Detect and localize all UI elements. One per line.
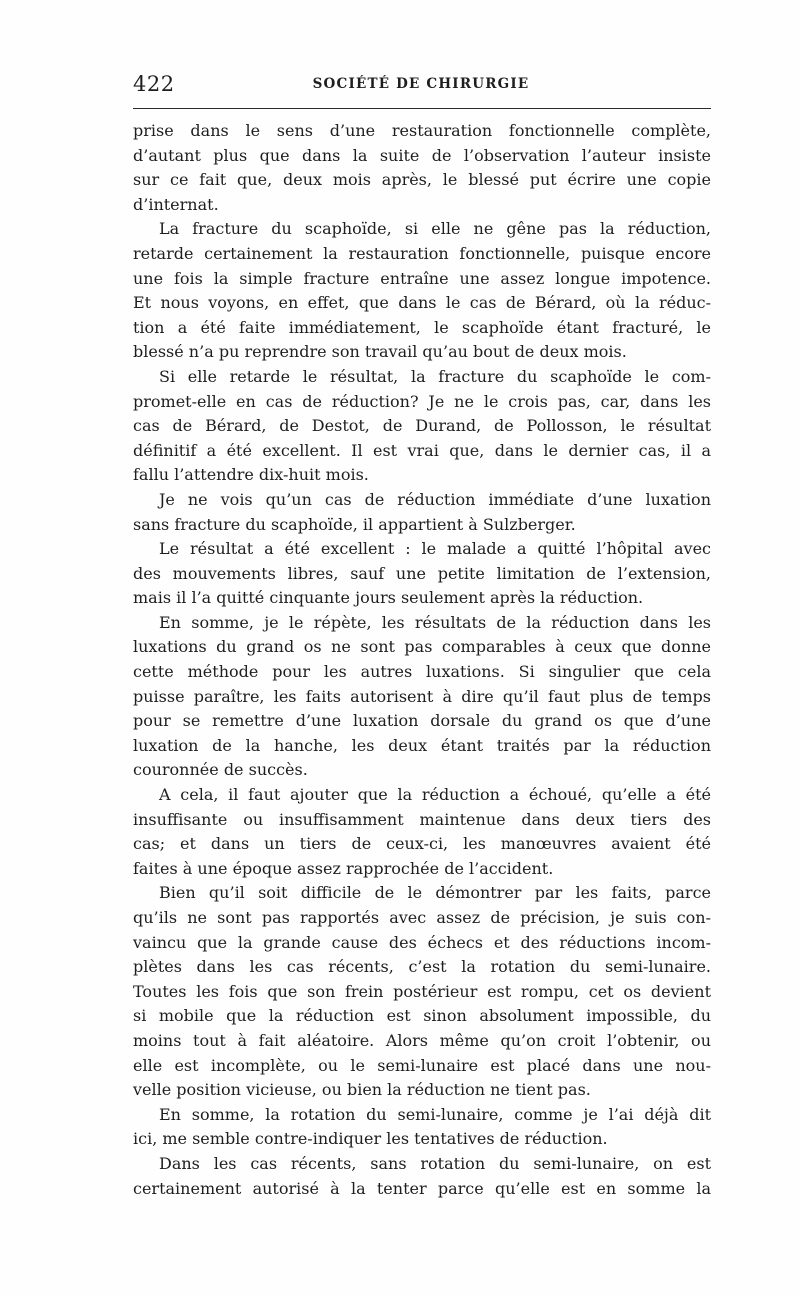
text-line: vaincu que la grande cause des échecs et des réductions incom- xyxy=(133,932,711,952)
paragraph xyxy=(133,1152,711,1201)
text-line: ici, me semble contre-indiquer les tentatives de réduction. xyxy=(133,1129,608,1149)
header-rule xyxy=(133,108,711,109)
text-line: A cela, il faut ajouter que la réduction a échoué, qu’elle a été xyxy=(159,785,711,805)
text-line: Le résultat a été excellent : le malade a quitté l’hôpital avec xyxy=(159,539,711,559)
text-line: promet-elle en cas de réduction? Je ne le crois pas, car, dans les xyxy=(133,391,711,411)
text-line: d’autant plus que dans la suite de l’observation l’auteur insiste xyxy=(133,145,711,165)
text-line: définitif a été excellent. Il est vrai que, dans le dernier cas, il a xyxy=(133,440,711,460)
paragraph xyxy=(133,611,711,783)
text-line: velle position vicieuse, ou bien la réduction ne tient pas. xyxy=(133,1080,591,1100)
text-line: En somme, je le répète, les résultats de la réduction dans les xyxy=(159,612,711,632)
text-line: insuffisante ou insuffisamment maintenue dans deux tiers des xyxy=(133,809,711,829)
text-line: si mobile que la réduction est sinon absolument impossible, du xyxy=(133,1006,711,1026)
text-line: sans fracture du scaphoïde, il appartient à Sulzberger. xyxy=(133,514,576,534)
text-line: Dans les cas récents, sans rotation du semi-lunaire, on est xyxy=(159,1153,711,1173)
text-line: La fracture du scaphoïde, si elle ne gêne pas la réduction, xyxy=(159,219,711,239)
text-line: cas de Bérard, de Destot, de Durand, de Pollosson, le résultat xyxy=(133,416,711,436)
text-line: sur ce fait que, deux mois après, le blessé put écrire une copie xyxy=(133,170,711,190)
paragraph xyxy=(133,537,711,611)
paragraph xyxy=(133,119,711,217)
text-line: puisse paraître, les faits autorisent à dire qu’il faut plus de temps xyxy=(133,686,711,706)
text-line: luxations du grand os ne sont pas comparables à ceux que donne xyxy=(133,637,711,657)
text-line: luxation de la hanche, les deux étant traités par la réduction xyxy=(133,735,711,755)
text-line: d’internat. xyxy=(133,194,219,214)
text-line: cas; et dans un tiers de ceux-ci, les manœuvres avaient été xyxy=(133,834,711,854)
text-line: Toutes les fois que son frein postérieur est rompu, cet os devient xyxy=(133,981,711,1001)
paragraph xyxy=(133,365,711,488)
text-line: faites à une époque assez rapprochée de l’accident. xyxy=(133,858,554,878)
text-line: couronnée de succès. xyxy=(133,760,308,780)
text-line: moins tout à fait aléatoire. Alors même qu’on croit l’obtenir, ou xyxy=(133,1030,711,1050)
paragraph xyxy=(133,881,711,1102)
text-line: En somme, la rotation du semi-lunaire, comme je l’ai déjà dit xyxy=(159,1104,711,1124)
text-line: elle est incomplète, ou le semi-lunaire est placé dans une nou- xyxy=(133,1055,711,1075)
text-line: Bien qu’il soit difficile de le démontrer par les faits, parce xyxy=(159,883,711,903)
page-number: 422 xyxy=(133,72,175,96)
text-line: prise dans le sens d’une restauration fonctionnelle complète, xyxy=(133,121,711,140)
text-line: Je ne vois qu’un cas de réduction immédiate d’une luxation xyxy=(159,489,711,509)
text-line: tion a été faite immédiatement, le scaphoïde étant fracturé, le xyxy=(133,317,711,337)
body-text xyxy=(133,119,711,1201)
text-line: pour se remettre d’une luxation dorsale du grand os que d’une xyxy=(133,711,711,731)
text-line: fallu l’attendre dix-huit mois. xyxy=(133,465,369,485)
text-line: cette méthode pour les autres luxations. Si singulier que cela xyxy=(133,662,711,682)
text-line: plètes dans les cas récents, c’est la rotation du semi-lunaire. xyxy=(133,957,711,977)
paragraph xyxy=(133,488,711,537)
text-line: mais il l’a quitté cinquante jours seulement après la réduction. xyxy=(133,588,644,608)
running-title: SOCIÉTÉ DE CHIRURGIE xyxy=(312,76,530,92)
text-line: une fois la simple fracture entraîne une assez longue impotence. xyxy=(133,268,711,288)
text-line: des mouvements libres, sauf une petite limitation de l’extension, xyxy=(133,563,711,583)
paragraph xyxy=(133,217,711,365)
text-line: Si elle retarde le résultat, la fracture du scaphoïde le com- xyxy=(159,366,711,386)
text-line: blessé n’a pu reprendre son travail qu’au bout de deux mois. xyxy=(133,342,627,362)
text-line: retarde certainement la restauration fonctionnelle, puisque encore xyxy=(133,243,711,263)
text-line: Et nous voyons, en effet, que dans le cas de Bérard, où la réduc- xyxy=(133,293,711,313)
text-line: qu’ils ne sont pas rapportés avec assez de précision, je suis con- xyxy=(133,908,711,927)
page-header xyxy=(133,72,709,96)
paragraph xyxy=(133,1103,711,1152)
paragraph xyxy=(133,783,711,881)
text-line: certainement autorisé à la tenter parce qu’elle est en somme la xyxy=(133,1178,711,1198)
